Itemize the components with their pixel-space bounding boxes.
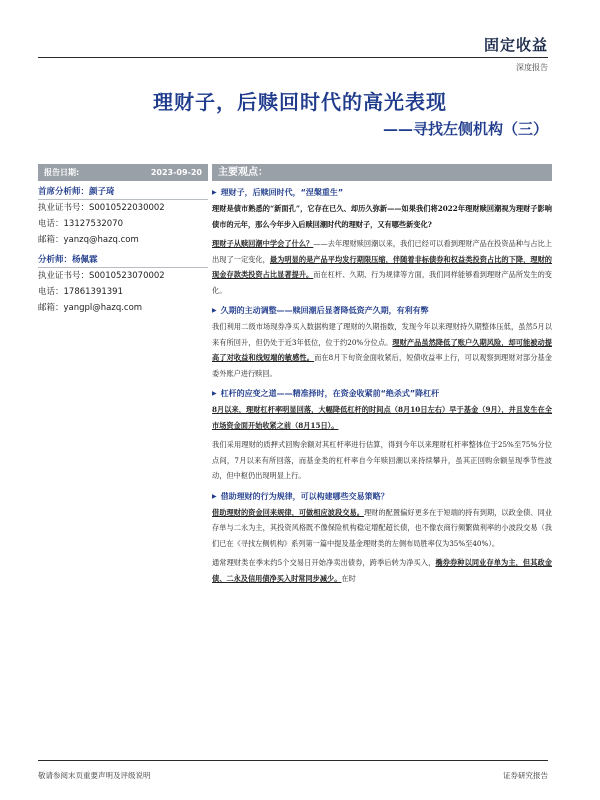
section-4-body bbox=[212, 505, 552, 552]
footer-rule bbox=[38, 760, 548, 761]
footer-report-type: 证券研究报告 bbox=[503, 771, 548, 780]
section-1-highlight: 最为明显的是产品平均发行期限压缩，伴随着非标债券和权益类投资占比的下降，理财的现金存款类投资占比显著提升。 bbox=[212, 254, 552, 279]
section-title-1: 理财子，后赎回时代，“涅槃重生” bbox=[220, 188, 344, 197]
section-1-lead: 理财是债市熟悉的“新面孔”，它存在已久、却历久弥新——如果我们将2022年理财赎回潮视为理财子影响债市的元年，那么今年步入后赎回潮时代的理财子，又有哪些新变化? bbox=[212, 204, 552, 229]
section-title-4: 借助理财的行为规律，可以构建哪些交易策略？ bbox=[220, 491, 389, 501]
section-heading-4 bbox=[212, 491, 552, 502]
key-points-heading: 主要观点： bbox=[212, 164, 552, 181]
section-heading-1 bbox=[212, 187, 552, 198]
section-3-lead: 8月以来，理财杠杆率明显回落，大幅降低杠杆的时间点（8月10日左右）早于基金（9月），并且发生在全市场资金面开始收紧之前（8月15日）。 bbox=[212, 405, 552, 430]
section-4-highlight-2: 椭券券种以同业存单为主，但其政金债、二永及信用债净买入时常同步减少。 bbox=[212, 558, 552, 583]
section-title-2: 久期的主动调整——赎回潮后显著降低资产久期，有利有弊 bbox=[220, 306, 429, 315]
bullet-triangle-icon: ▶ bbox=[212, 390, 217, 397]
report-subtitle: ——寻找左侧机构（三） bbox=[382, 120, 548, 138]
chief-analyst-heading: 首席分析师：颜子琦 bbox=[38, 184, 208, 200]
section-4-body-2 bbox=[212, 555, 552, 586]
bullet-triangle-icon: ▶ bbox=[212, 189, 217, 196]
section-2-highlight: 理财产品虽然降低了账户久期风险，却可能被动提高了对收益和线短端的敏感性。 bbox=[212, 337, 552, 362]
section-4-text-2: 通常理财类在季末约5个交易日开始净卖出债券，跨季后转为净买入， bbox=[212, 558, 436, 567]
main-column bbox=[212, 164, 552, 586]
section-title-3: 杠杆的应变之道——精准择时，在资金收紧前“绝杀式”降杠杆 bbox=[220, 389, 440, 398]
bullet-triangle-icon: ▶ bbox=[212, 492, 217, 500]
section-2-text-end: 而在8月下旬资金面收紧后，短债收益率上行，可以观察到理财对部分基金委外账户进行赎回。 bbox=[212, 353, 552, 378]
section-2-body bbox=[212, 319, 552, 381]
section-4-highlight: 借助理财的资金回来规律，可做相应波段交易。 bbox=[212, 507, 364, 517]
analyst-phone: 电话：17861391391 bbox=[38, 287, 123, 297]
bullet-triangle-icon: ▶ bbox=[212, 307, 217, 314]
report-date-value: 2023-09-20 bbox=[150, 168, 202, 177]
header-block bbox=[484, 34, 548, 73]
section-4-text-end: 在时 bbox=[341, 573, 356, 583]
analyst-email[interactable]: 邮箱：yangpl@hazq.com bbox=[38, 303, 143, 313]
report-date-bar bbox=[38, 164, 208, 181]
section-1-question: 理财子从赎回潮中学会了什么？ bbox=[212, 239, 314, 248]
report-subtype: 深度报告 bbox=[516, 63, 548, 72]
section-2-text: 我们利用二级市场现券净买入数据构建了理财的久期指数，发现今年以来理财持久期整体压低，虽然5月以来有所回升，但仍处于近3年低位，位于约20%分位点。 bbox=[212, 322, 552, 347]
chief-analyst-phone: 电话：13127532070 bbox=[38, 219, 123, 229]
section-4-text: 理财的配置偏好更多在于短端的持有到期，以政金债、同业存单与二永为主，其投资风格既不像保险机构稳定增配超长债，也不像农商行频繁做利率的小波段交易（我们已在《寻找左侧机构》系列第一篇中提及基金理财类的左侧布局胜率仅为35%至40%）。 bbox=[212, 507, 552, 548]
footer-disclaimer: 敬请参阅末页重要声明及评级说明 bbox=[38, 771, 151, 780]
sidebar bbox=[38, 164, 208, 316]
section-1-text: ——去年理财赎回潮以来，我们已经可以看到理财产品在投资品种与占比上出现了一定变化， bbox=[212, 239, 552, 264]
report-date-label: 报告日期: bbox=[44, 168, 80, 177]
report-title: 理财子，后赎回时代的高光表现 bbox=[153, 90, 447, 114]
section-1-text-end: 而在杠杆、久期、行为规律等方面，我们同样能够看到理财产品所发生的变化。 bbox=[212, 270, 552, 295]
chief-analyst-license: 执业证书号：S0010522030002 bbox=[38, 203, 165, 213]
analyst-license: 执业证书号：S0010523070002 bbox=[38, 271, 165, 281]
chief-analyst-email[interactable]: 邮箱：yanzq@hazq.com bbox=[38, 235, 139, 245]
section-3-body: 我们采用理财的质押式回购余额对其杠杆率进行估算，得到今年以来理财杠杆率整体位于25%至75%分位点间，7月以来有所回落，而基金类的杠杆率自今年赎回潮以来持续攀升，虽其正回购余额呈现季节性波动，但中枢仍出现明显上行。 bbox=[212, 440, 552, 480]
section-heading-2 bbox=[212, 305, 552, 316]
analyst-heading: 分析师：杨佩霖 bbox=[38, 252, 208, 268]
header-rule bbox=[38, 57, 548, 58]
section-heading-3 bbox=[212, 388, 552, 399]
section-1-body bbox=[212, 236, 552, 298]
report-category: 固定收益 bbox=[483, 36, 548, 54]
